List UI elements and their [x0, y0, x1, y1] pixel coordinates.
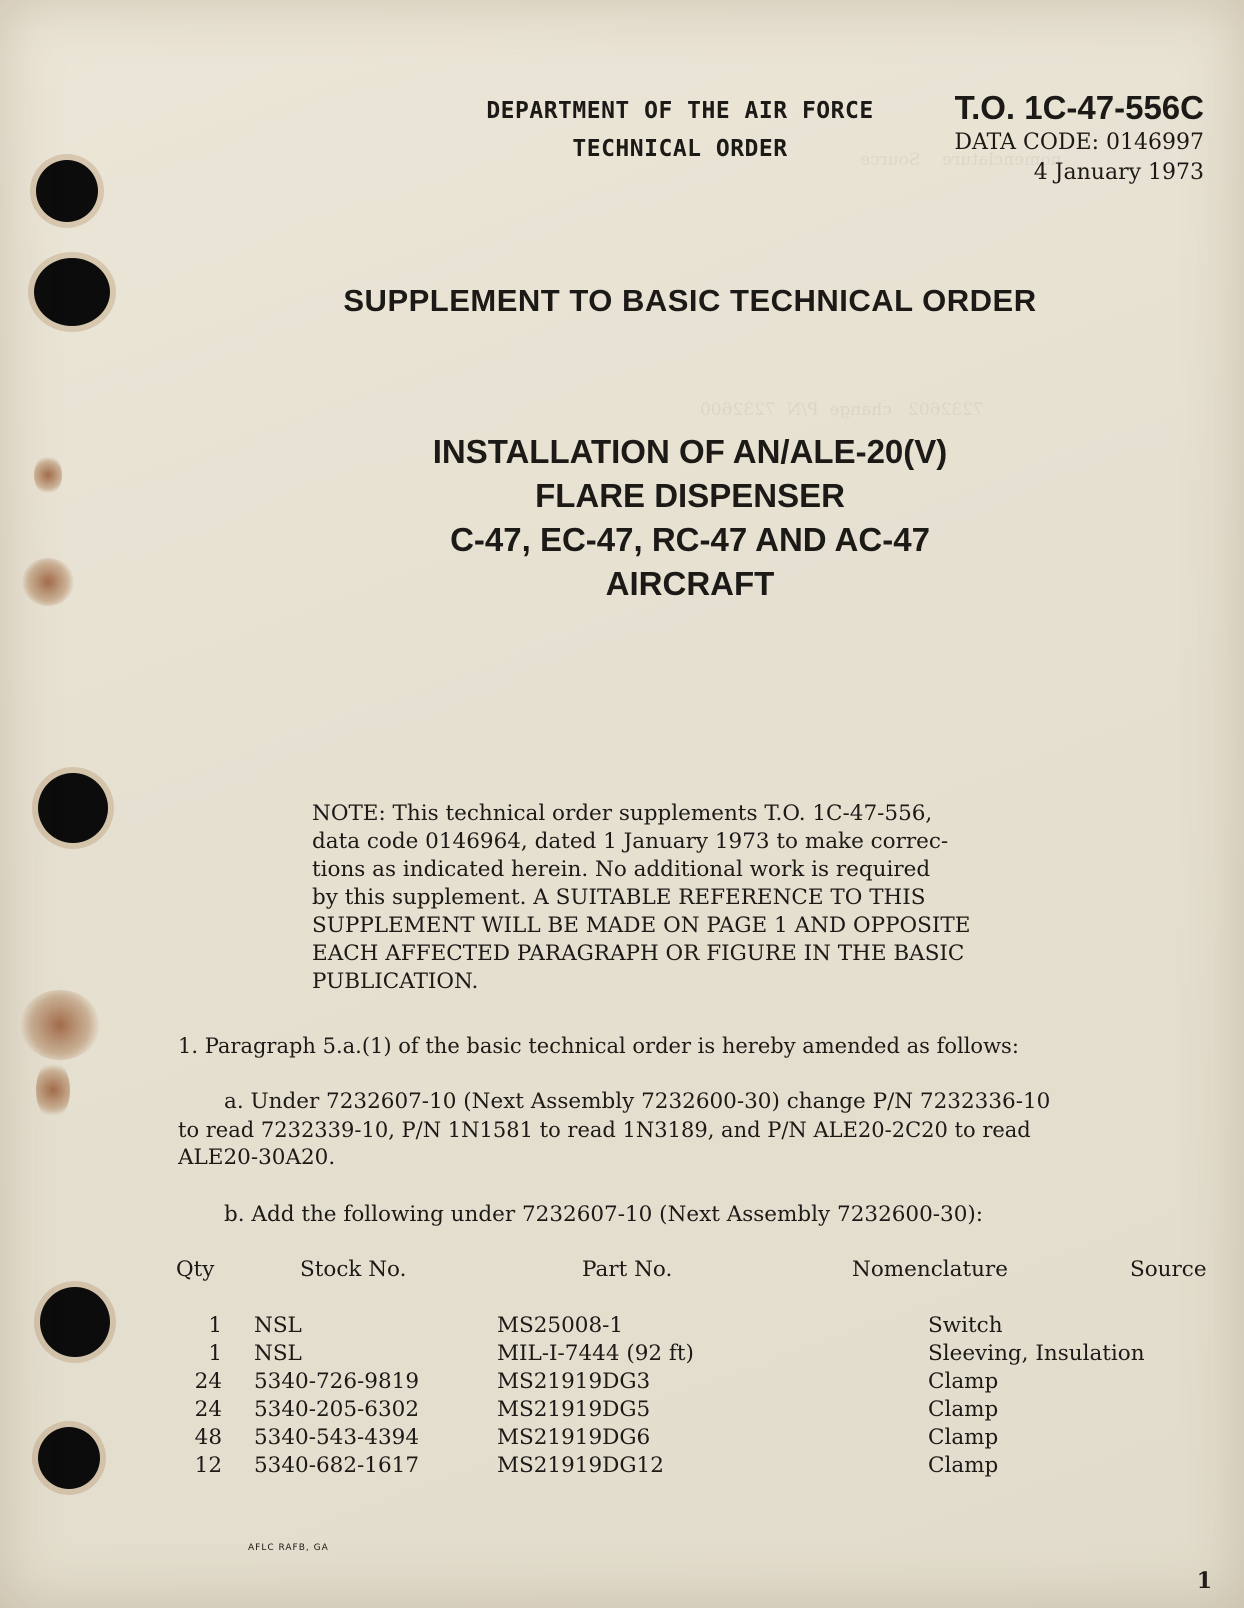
- table-header-row: [0, 1257, 1244, 1285]
- note-line: by this supplement. A SUITABLE REFERENCE TO THIS: [312, 885, 926, 910]
- cell-nomenclature: Clamp: [928, 1425, 999, 1450]
- supplement-title: SUPPLEMENT TO BASIC TECHNICAL ORDER: [343, 283, 1037, 318]
- binder-hole: [38, 773, 108, 843]
- table-row: [0, 1341, 1244, 1369]
- cell-part: MS25008-1: [497, 1313, 624, 1338]
- cell-qty: 12: [194, 1453, 222, 1478]
- printer-imprint: AFLC RAFB, GA: [248, 1543, 329, 1553]
- to-number: T.O. 1C-47-556C: [954, 89, 1204, 126]
- paragraph-a-line: ALE20-30A20.: [178, 1145, 336, 1170]
- title-line: INSTALLATION OF AN/ALE-20(V): [432, 433, 948, 470]
- bleed-through-texture: nomenclature Source: [860, 150, 1062, 170]
- cell-part: MS21919DG6: [497, 1425, 651, 1450]
- cell-stock: 5340-543-4394: [254, 1425, 419, 1450]
- col-header-nomenclature: Nomenclature: [852, 1257, 1008, 1282]
- table-row: [0, 1425, 1244, 1453]
- paragraph-a-line: to read 7232339-10, P/N 1N1581 to read 1N3189, and P/N ALE20-2C20 to read: [178, 1118, 1031, 1142]
- col-header-source: Source: [1130, 1257, 1207, 1282]
- cell-part: MIL-I-7444 (92 ft): [497, 1341, 694, 1366]
- cell-nomenclature: Clamp: [928, 1397, 999, 1422]
- cell-nomenclature: Clamp: [928, 1453, 999, 1478]
- cell-stock: 5340-726-9819: [254, 1369, 419, 1394]
- cell-part: MS21919DG12: [497, 1453, 664, 1478]
- cell-qty: 24: [194, 1397, 222, 1422]
- data-code: DATA CODE: 0146997: [954, 130, 1204, 155]
- department-name: DEPARTMENT OF THE AIR FORCE: [486, 98, 874, 124]
- cell-stock: NSL: [254, 1313, 302, 1338]
- paragraph-1: 1. Paragraph 5.a.(1) of the basic technical order is hereby amended as follows:: [178, 1034, 1019, 1058]
- rust-stain: [36, 1060, 70, 1120]
- cell-stock: NSL: [254, 1341, 302, 1366]
- cell-nomenclature: Switch: [928, 1313, 1003, 1338]
- title-line: FLARE DISPENSER: [535, 477, 845, 514]
- note-line: NOTE: This technical order supplements T.O. 1C-47-556,: [312, 801, 933, 826]
- note-line: data code 0146964, dated 1 January 1973 to make correc-: [312, 829, 949, 854]
- note-line: tions as indicated herein. No additional work is required: [312, 857, 931, 882]
- document-title: [0, 430, 1244, 606]
- title-line: C-47, EC-47, RC-47 AND AC-47: [450, 521, 930, 558]
- table-row: [0, 1453, 1244, 1481]
- cell-part: MS21919DG3: [497, 1369, 651, 1394]
- cell-stock: 5340-682-1617: [254, 1453, 419, 1478]
- header-order-info: [954, 88, 1204, 188]
- header-agency: [470, 92, 890, 168]
- title-line: AIRCRAFT: [605, 565, 775, 602]
- page-number: 1: [1196, 1568, 1212, 1594]
- cell-part: MS21919DG5: [497, 1397, 651, 1422]
- note-line: SUPPLEMENT WILL BE MADE ON PAGE 1 AND OPPOSITE: [312, 913, 971, 938]
- note-line: EACH AFFECTED PARAGRAPH OR FIGURE IN THE BASIC: [312, 941, 965, 966]
- col-header-qty: Qty: [176, 1257, 215, 1282]
- order-type: TECHNICAL ORDER: [572, 136, 788, 162]
- note-line: PUBLICATION.: [312, 969, 479, 994]
- table-row: [0, 1369, 1244, 1397]
- bleed-through-texture: 7232602 change P/N 7232600: [700, 400, 984, 420]
- issue-date: 4 January 1973: [1033, 160, 1204, 185]
- cell-qty: 48: [194, 1425, 222, 1450]
- cell-nomenclature: Clamp: [928, 1369, 999, 1394]
- table-row: [0, 1313, 1244, 1341]
- table-row: [0, 1397, 1244, 1425]
- col-header-part: Part No.: [582, 1257, 673, 1282]
- paragraph-b: b. Add the following under 7232607-10 (Next Assembly 7232600-30):: [224, 1202, 984, 1227]
- binder-hole: [36, 160, 98, 222]
- supplement-note: [312, 800, 1102, 996]
- paragraph-a-line: a. Under 7232607-10 (Next Assembly 7232600-30) change P/N 7232336-10: [224, 1089, 1051, 1114]
- col-header-stock: Stock No.: [300, 1257, 407, 1282]
- cell-nomenclature: Sleeving, Insulation: [928, 1341, 1145, 1366]
- cell-qty: 1: [208, 1313, 222, 1338]
- rust-stain: [20, 990, 100, 1060]
- cell-stock: 5340-205-6302: [254, 1397, 419, 1422]
- cell-qty: 24: [194, 1369, 222, 1394]
- cell-qty: 1: [208, 1341, 222, 1366]
